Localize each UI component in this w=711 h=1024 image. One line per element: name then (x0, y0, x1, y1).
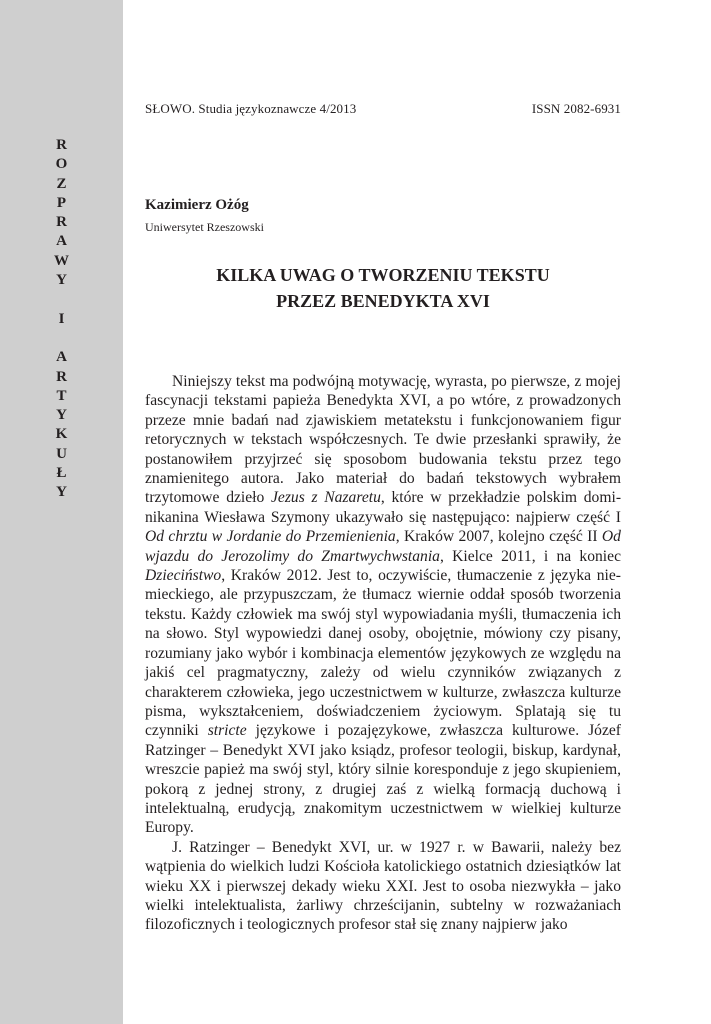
section-label-letter: R (56, 214, 67, 231)
article-title-line-2: PRZEZ BENEDYKTA XVI (276, 291, 490, 311)
paragraph-text: , Kraków 2012. Jest to, oczywiście, tłumaczenie z języka niemieckiego, ale przypuszczam, że tłumacz wiernie oddał sposób tworzenia tekstu. Każdy człowiek ma swój styl wypowiadania myśli, tłumaczenia ich na słowo. Styl wypowiedzi danej osoby, obojętnie, mówiony czy pisany, rozumiany jako wybór i kombinacja elementów językowych ze względu na jakiś cel pragmatyczny, zależy od wielu czynników związanych z charakterem człowieka, jego uczestnictwem w kulturze, zwłaszcza kulturze pisma, wykształceniem, doświadczeniem życiowym. Splatają się tu czynniki (145, 567, 621, 740)
issn: ISSN 2082-6931 (531, 101, 621, 116)
section-label-letter: A (56, 233, 67, 250)
section-sidebar (0, 0, 123, 1024)
section-label-letter: R (56, 137, 67, 153)
paragraph-text: , Kraków 2007, kolejno część II (395, 528, 602, 546)
italic-title-text: Od chrztu w Jordanie do Przemienienia (145, 528, 396, 546)
section-label-vertical (0, 136, 123, 503)
paragraph-text: J. Ratzinger – Benedykt XVI, ur. w 1927 r. w Bawarii, należy bez wątpienia do wielkich ludzi Kościoła katolickiego ostatnich dziesiątków lat wieku XX i pierwszej dekady wieku XXI. Jest to osoba niezwykła – jako wielki intelektualista, żarliwy chrześcijanin, subtelny w rozważaniach filozoficznych i teologicznych profesor stał się znany najpierw jako (145, 838, 621, 934)
author-affiliation: Uniwersytet Rzeszowski (145, 220, 264, 234)
paragraph-text: , które w przekładzie polskim dominikanina Wiesława Szymony ukazywało się następująco: najpierw część I (145, 489, 622, 526)
section-label-letter: Z (56, 175, 67, 192)
section-label-letter: T (56, 387, 67, 404)
italic-title-text: Jezus z Nazaretu (271, 489, 381, 507)
section-label-letter: P (56, 194, 67, 211)
italic-title-text: Dzieciństwo (145, 567, 222, 585)
author-name: Kazimierz Ożóg (145, 197, 249, 213)
italic-title-text: stricte (207, 722, 247, 740)
section-label-letter: Y (56, 272, 67, 289)
article-title-line-1: KILKA UWAG O TWORZENIU TEKSTU (216, 265, 550, 285)
section-label-letter: Y (56, 407, 67, 424)
section-label-letter: Y (56, 484, 67, 501)
section-label-letter (60, 329, 64, 348)
section-label-letter: O (55, 156, 68, 173)
italic-title-text: Od wjazdu do Jerozolimy do Zmartwychwstania (145, 528, 621, 565)
article-body (145, 372, 621, 935)
section-label-letter: I (58, 310, 65, 327)
section-label-letter: A (56, 349, 67, 366)
paragraph-text: językowe i pozajęzykowe, zwłaszcza kulturowe. Józef Ratzinger – Benedykt XVI jako ksiądz, profesor teologii, biskup, kardynał, wreszcie papież ma swój styl, który silnie koresponduje z jego skupieniem, pokorą z jednej strony, z drugiej zaś z wielką formacją duchową i intelektualną, erudycją, znakomitym uczestnictwem w wielkiej kulturze Europy. (145, 722, 621, 837)
paragraph-text: Niniejszy tekst ma podwójną motywację, wyrasta, po pierwsze, z mojej fascynacji tekstami papieża Benedykta XVI, a po wtóre, z prowadzonych przeze mnie badań nad zjawiskiem metatekstu i funkcjonowaniem figur retorycznych w tekstach współczesnych. Te dwie przesłanki sprawiły, że postanowiłem przyjrzeć się sposobom budowania tekstu przez tego znamienitego autora. Jako materiał do badań tekstowych wybrałem trzytomowe dzieło (145, 373, 621, 507)
journal-name: SŁOWO. Studia językoznawcze 4/2013 (145, 101, 357, 116)
section-label-letter (60, 290, 64, 309)
paragraph-text: , Kielce 2011, i na koniec (439, 547, 621, 565)
body-paragraph (145, 372, 621, 838)
section-label-letter: W (54, 252, 69, 269)
section-label-letter: R (56, 368, 67, 385)
running-head (145, 101, 621, 117)
section-label-letter: Ł (56, 465, 67, 482)
body-paragraph (145, 838, 621, 935)
section-label-letter: K (55, 426, 68, 443)
section-label-letter: U (56, 445, 67, 462)
article-title (145, 262, 621, 314)
